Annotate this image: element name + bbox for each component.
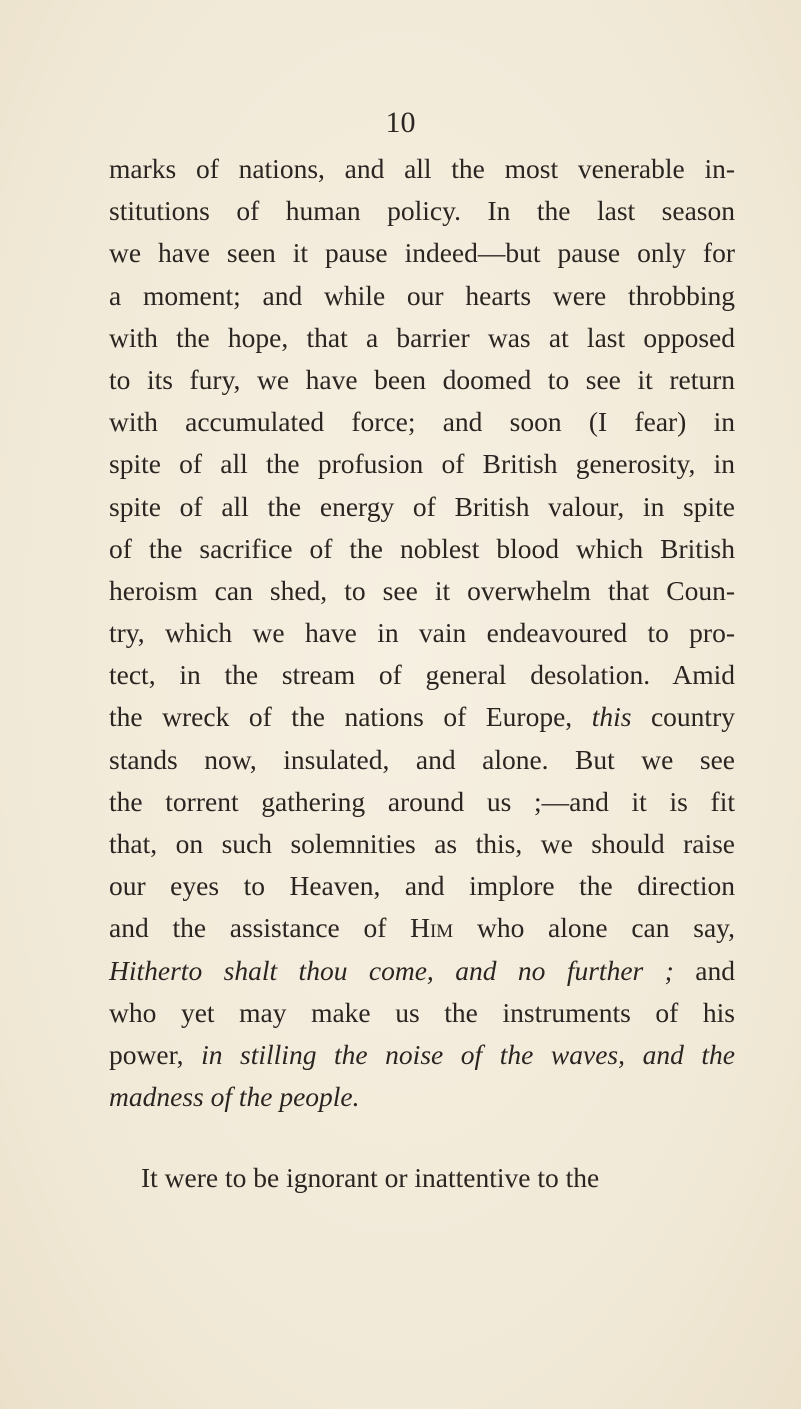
italic-text: in stilling the noise of the waves, and the <box>201 1038 735 1070</box>
small-caps-text: Him <box>410 912 454 944</box>
text-line <box>109 570 735 612</box>
text-line <box>109 865 735 907</box>
text-line <box>109 443 735 485</box>
text-segment: the wreck of the nations of Europe, <box>109 701 592 733</box>
text-segment: heroism can shed, to see it overwhelm that Coun- <box>109 574 735 606</box>
body-text <box>109 148 735 1200</box>
text-line <box>109 401 735 443</box>
text-line <box>109 696 735 738</box>
text-line <box>109 950 735 992</box>
text-segment: spite of all the energy of British valour, in spite <box>109 490 735 522</box>
text-line <box>109 739 735 781</box>
text-line <box>109 317 735 359</box>
text-segment: our eyes to Heaven, and implore the direction <box>109 870 735 902</box>
text-segment: of the sacrifice of the noblest blood which British <box>109 532 735 564</box>
text-line <box>109 359 735 401</box>
text-line <box>109 190 735 232</box>
text-line <box>109 612 735 654</box>
text-segment: with the hope, that a barrier was at last opposed <box>109 321 735 353</box>
text-line <box>109 907 735 949</box>
text-line <box>109 528 735 570</box>
text-segment: who yet may make us the instruments of his <box>109 996 735 1028</box>
text-line <box>109 486 735 528</box>
italic-text: Hitherto shalt thou come, and no further ; <box>109 954 674 986</box>
text-line <box>109 275 735 317</box>
text-line <box>109 823 735 865</box>
text-segment: stands now, insulated, and alone. But we see <box>109 743 735 775</box>
text-segment: that, on such solemnities as this, we should raise <box>109 828 735 859</box>
text-line <box>109 1076 735 1118</box>
text-segment: and <box>673 954 735 986</box>
text-line <box>109 1034 735 1076</box>
text-segment: stitutions of human policy. In the last season <box>109 195 735 227</box>
text-segment: spite of all the profusion of British generosity, in <box>109 448 735 480</box>
text-segment: country <box>631 701 735 733</box>
page-number: 10 <box>385 106 416 139</box>
text-segment: the torrent gathering around us ;—and it is fit <box>109 785 735 817</box>
text-line <box>109 781 735 823</box>
text-segment: with accumulated force; and soon (I fear) in <box>109 406 735 438</box>
text-line <box>109 232 735 274</box>
text-line <box>109 992 735 1034</box>
italic-text: this <box>591 701 632 733</box>
text-segment: marks of nations, and all the most venerable in- <box>109 153 735 184</box>
text-line <box>109 1157 735 1199</box>
text-segment: It were to be ignorant or inattentive to the <box>141 1162 600 1194</box>
text-segment: to its fury, we have been doomed to see it return <box>109 363 735 395</box>
text-line <box>109 654 735 696</box>
text-segment: try, which we have in vain endeavoured to pro- <box>109 617 735 649</box>
text-segment: power, <box>109 1038 202 1070</box>
text-segment: we have seen it pause indeed—but pause only for <box>109 237 735 269</box>
text-segment: a moment; and while our hearts were throbbing <box>109 279 735 311</box>
text-segment: and the assistance of <box>109 912 411 944</box>
text-line <box>109 148 735 190</box>
text-segment: tect, in the stream of general desolation. Amid <box>109 659 735 691</box>
paragraph-gap <box>109 1118 735 1157</box>
text-segment: who alone can say, <box>453 912 735 944</box>
italic-text: madness of the people. <box>109 1081 360 1113</box>
